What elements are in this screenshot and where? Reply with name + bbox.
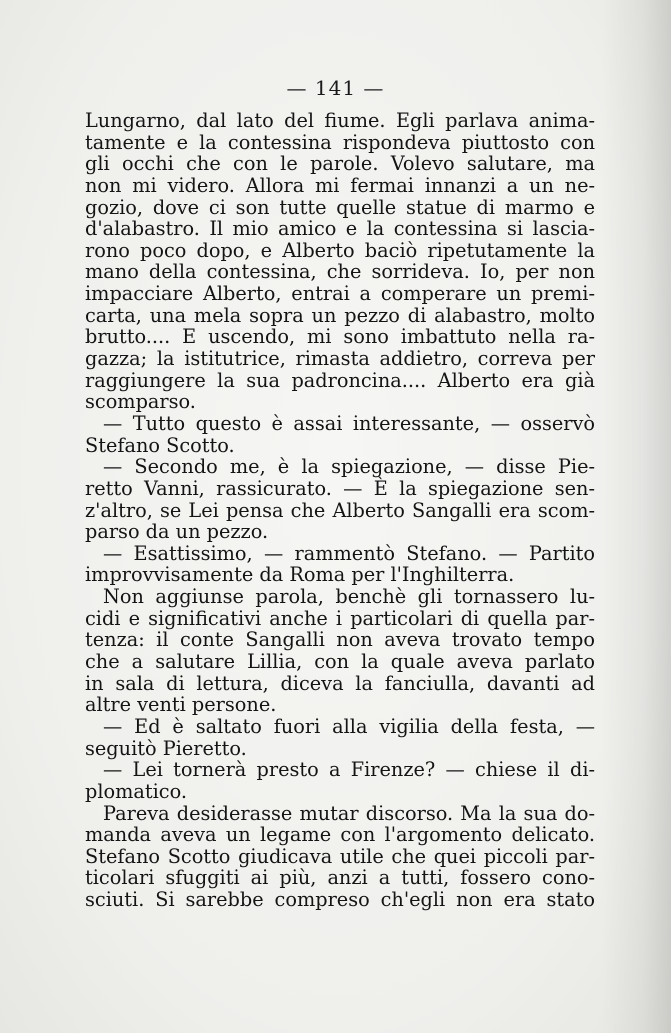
text-line: retto Vanni, rassicurato. — È la spiegazione sen- [85, 476, 595, 500]
text-line: — Ed è saltato fuori alla vigilia della festa, — [103, 714, 595, 738]
text-line: improvvisamente da Roma per l'Inghilterra. [85, 563, 515, 587]
text-line: che a salutare Lillia, con la quale aveva parlato [85, 650, 595, 674]
text-line: d'alabastro. Il mio amico e la contessina si lascia- [85, 217, 595, 241]
text-line: scomparso. [85, 390, 196, 414]
text-line: z'altro, se Lei pensa che Alberto Sangalli era scom- [85, 498, 595, 522]
text-line: sciuti. Si sarebbe compreso ch'egli non era stato [85, 888, 595, 912]
text-line: Stefano Scotto giudicava utile che quei piccoli par- [85, 844, 595, 868]
text-line: ticolari sfuggiti ai più, anzi a tutti, fossero cono- [85, 866, 595, 890]
text-line: mano della contessina, che sorrideva. Io, per non [85, 260, 595, 284]
page-edge-shadow [601, 0, 671, 1033]
text-line: gli occhi che con le parole. Volevo salutare, ma [85, 152, 595, 176]
text-line: parso da un pezzo. [85, 520, 269, 544]
text-line: gozio, dove ci son tutte quelle statue di marmo e [85, 195, 595, 219]
text-line: Non aggiunse parola, benchè gli tornassero lu- [103, 585, 595, 609]
text-line: manda aveva un legame con l'argomento delicato. [85, 823, 595, 847]
text-line: non mi videro. Allora mi fermai innanzi a un ne- [85, 173, 595, 197]
text-line: Pareva desiderasse mutar discorso. Ma la sua do- [103, 801, 595, 825]
text-line: altre venti persone. [85, 693, 277, 717]
text-line: carta, una mela sopra un pezzo di alabastro, molto [85, 303, 595, 327]
text-line: tamente e la contessina rispondeva piuttosto con [85, 130, 595, 154]
text-line: Stefano Scotto. [85, 433, 235, 457]
text-line: — Lei tornerà presto a Firenze? — chiese il di- [103, 758, 595, 782]
text-line: — Tutto questo è assai interessante, — osservò [103, 411, 595, 435]
text-line: impacciare Alberto, entrai a comperare un premi- [85, 282, 595, 306]
text-line: seguitò Pieretto. [85, 736, 247, 760]
text-line: raggiungere la sua padroncina.... Alberto era già [85, 368, 595, 392]
text-line: — Secondo me, è la spiegazione, — disse Pie- [103, 455, 595, 479]
text-line: gazza; la istitutrice, rimasta addietro, correva per [85, 347, 595, 371]
text-line: tenza: il conte Sangalli non aveva trovato tempo [85, 628, 595, 652]
text-line: plomatico. [85, 779, 188, 803]
text-line: in sala di lettura, diceva la fanciulla, davanti ad [85, 671, 595, 695]
page-number: — 141 — [286, 76, 385, 100]
text-line: — Esattissimo, — rammentò Stefano. — Partito [103, 541, 595, 565]
body-text [85, 110, 595, 911]
text-line: cidi e significativi anche i particolari di quella par- [85, 606, 595, 630]
text-line: Lungarno, dal lato del fiume. Egli parlava anima- [85, 109, 595, 132]
text-line: brutto.... E uscendo, mi sono imbattuto nella ra- [85, 325, 595, 349]
text-line: rono poco dopo, e Alberto baciò ripetutamente la [85, 238, 595, 262]
